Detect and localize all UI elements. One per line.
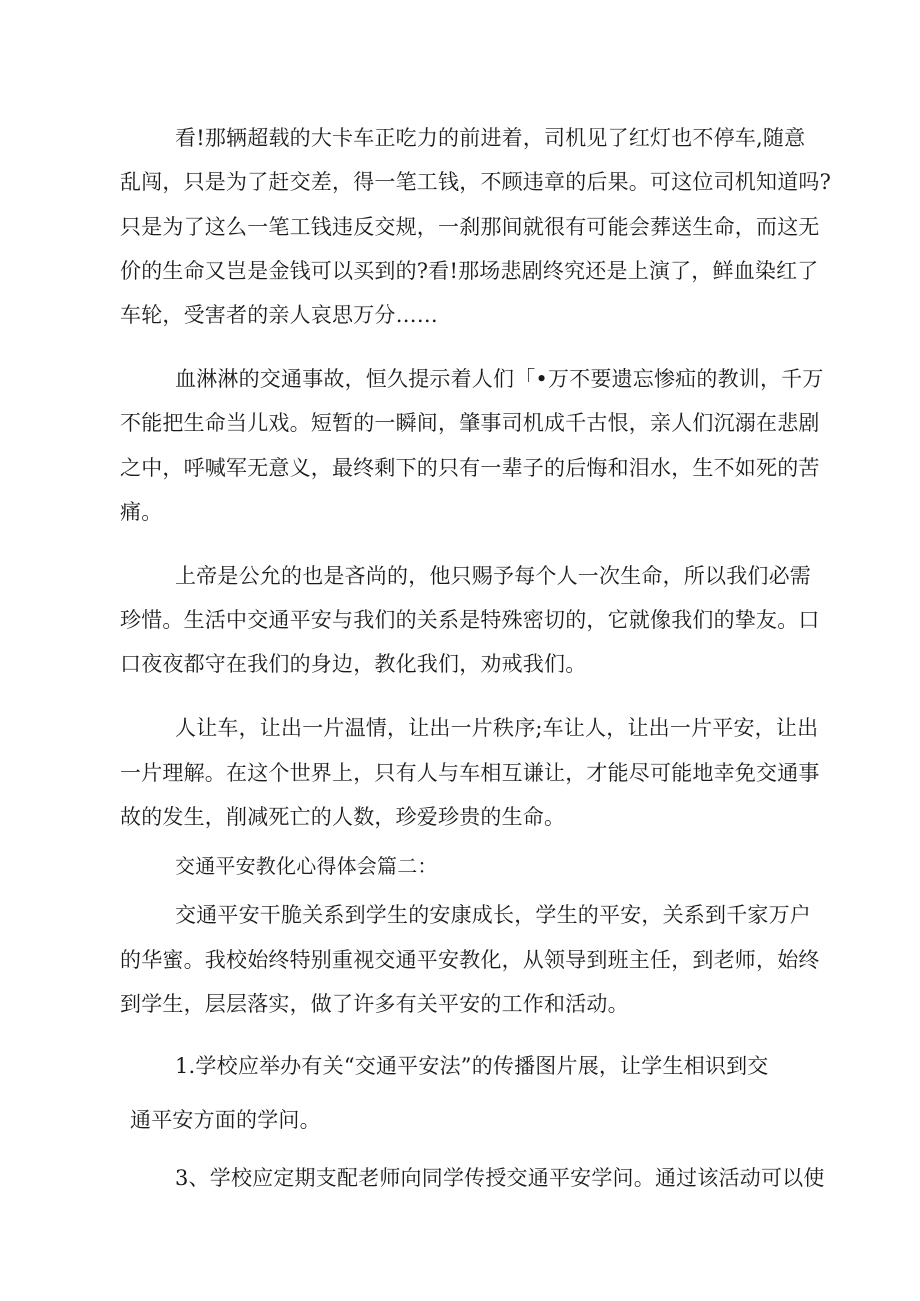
text-line: 只是为了这么一笔工钱违反交规，一刹那间就很有可能会葬送生命，而这无 <box>120 215 820 239</box>
text-line: 交通平安干脆关系到学生的安康成长，学生的平安，关系到千家万户 <box>175 903 811 927</box>
text-line: 乱闯，只是为了赶交差，得一笔工钱，不顾违章的后果。可这位司机知道吗? <box>120 170 832 194</box>
text-line: 人让车，让出一片温情，让出一片秩序;车让人，让出一片平安，让出 <box>175 716 819 740</box>
text-line: 3、学校应定期支配老师向同学传授交通平安学问。通过该活动可以使 <box>175 1166 825 1190</box>
text-line: 看!那辆超载的大卡车正吃力的前进着，司机见了红灯也不停车,随意 <box>175 126 806 150</box>
text-line: 口夜夜都守在我们的身边，教化我们，劝戒我们。 <box>120 652 587 676</box>
text-line: 价的生命又岂是金钱可以买到的?看!那场悲剧终究还是上演了，鲜血染红了 <box>120 259 819 283</box>
text-line: 之中，呼喊军无意义，最终剩下的只有一辈子的后悔和泪水，生不如死的苦 <box>120 456 820 480</box>
text-line: 不能把生命当儿戏。短暂的一瞬间，肇事司机成千古恨，亲人们沉溺在悲剧 <box>120 411 820 435</box>
text-line: 通平安方面的学问。 <box>130 1108 321 1132</box>
text-line: 血淋淋的交通事故，恒久提示着人们「•万不要遗忘惨疝的教训，千万 <box>175 367 824 391</box>
text-line: 痛。 <box>120 500 163 524</box>
text-line: 珍惜。生活中交通平安与我们的关系是特殊密切的，它就像我们的挚友。口 <box>120 608 820 632</box>
text-line: 一片理解。在这个世界上，只有人与车相互谦让，才能尽可能地幸免交通事 <box>120 761 820 785</box>
list-text: 1.学校应举办有关“交通平安法”的传播图片展，让学生相识到交 <box>175 1054 769 1078</box>
text-line: 的华蜜。我校始终特别重视交通平安教化，从领导到班主任，到老师，始终 <box>120 948 820 972</box>
text-line <box>175 1055 769 1077</box>
text-line: 车轮，受害者的亲人哀思万分…… <box>120 303 438 327</box>
section-heading-text: 交通平安教化心得体会篇二： <box>175 854 438 878</box>
text-line: 上帝是公允的也是吝尚的，他只赐予每个人一次生命，所以我们必需 <box>175 564 811 588</box>
text-line: 到学生，层层落实，做了许多有关平安的工作和活动。 <box>120 992 629 1016</box>
text-line: 故的发生，削减死亡的人数，珍爱珍贵的生命。 <box>120 805 566 829</box>
